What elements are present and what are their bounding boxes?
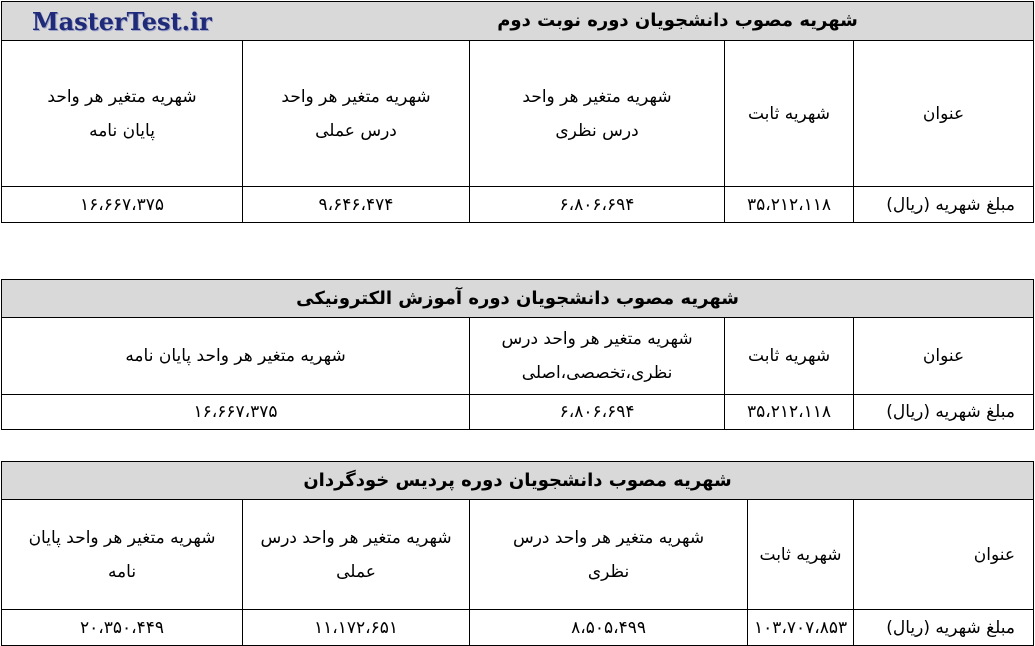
value-cell: ۹،۶۴۶،۴۷۴ xyxy=(243,187,470,223)
table-title xyxy=(2,2,1034,41)
table-title: شهریه مصوب دانشجویان دوره پردیس خودگردان xyxy=(2,462,1034,500)
table-title: شهریه مصوب دانشجویان دوره آموزش الکترونیکی xyxy=(2,280,1034,318)
header-cell: شهریه متغیر هر واحد پایان نامه xyxy=(2,500,243,610)
value-cell: ۸،۵۰۵،۴۹۹ xyxy=(470,610,748,646)
value-cell: ۱۶،۶۶۷،۳۷۵ xyxy=(2,187,243,223)
header-cell: شهریه متغیر هر واحد پایان نامه xyxy=(2,318,470,395)
table-title-text: شهریه مصوب دانشجویان دوره نوبت دوم xyxy=(497,10,858,31)
value-cell: ۱۱،۱۷۲،۶۵۱ xyxy=(243,610,470,646)
value-cell: ۳۵،۲۱۲،۱۱۸ xyxy=(725,187,854,223)
brand-logo: MasterTest.ir xyxy=(32,7,212,36)
header-cell: عنوان xyxy=(854,500,1034,610)
row-label: مبلغ شهریه (ریال) xyxy=(854,187,1034,223)
header-cell: شهریه متغیر هر واحد درس عملی xyxy=(243,41,470,187)
header-cell: شهریه متغیر هر واحد درس نظری xyxy=(470,41,725,187)
tuition-table-evening xyxy=(1,1,1034,223)
tuition-table-elearning xyxy=(1,279,1034,430)
value-cell: ۱۶،۶۶۷،۳۷۵ xyxy=(2,395,470,430)
value-cell: ۲۰،۳۵۰،۴۴۹ xyxy=(2,610,243,646)
header-cell: شهریه ثابت xyxy=(725,318,854,395)
tuition-table-pardis xyxy=(1,461,1034,646)
value-cell: ۶،۸۰۶،۶۹۴ xyxy=(470,187,725,223)
value-cell: ۶،۸۰۶،۶۹۴ xyxy=(470,395,725,430)
value-cell: ۱۰۳،۷۰۷،۸۵۳ xyxy=(748,610,854,646)
header-cell: شهریه ثابت xyxy=(748,500,854,610)
header-cell: عنوان xyxy=(854,41,1034,187)
header-cell: شهریه ثابت xyxy=(725,41,854,187)
header-cell: شهریه متغیر هر واحد پایان نامه xyxy=(2,41,243,187)
row-label: مبلغ شهریه (ریال) xyxy=(854,395,1034,430)
header-cell: عنوان xyxy=(854,318,1034,395)
value-cell: ۳۵،۲۱۲،۱۱۸ xyxy=(725,395,854,430)
row-label: مبلغ شهریه (ریال) xyxy=(854,610,1034,646)
header-cell: شهریه متغیر هر واحد درس نظری xyxy=(470,500,748,610)
header-cell: شهریه متغیر هر واحد درس عملی xyxy=(243,500,470,610)
header-cell: شهریه متغیر هر واحد درس نظری،تخصصی،اصلی xyxy=(470,318,725,395)
